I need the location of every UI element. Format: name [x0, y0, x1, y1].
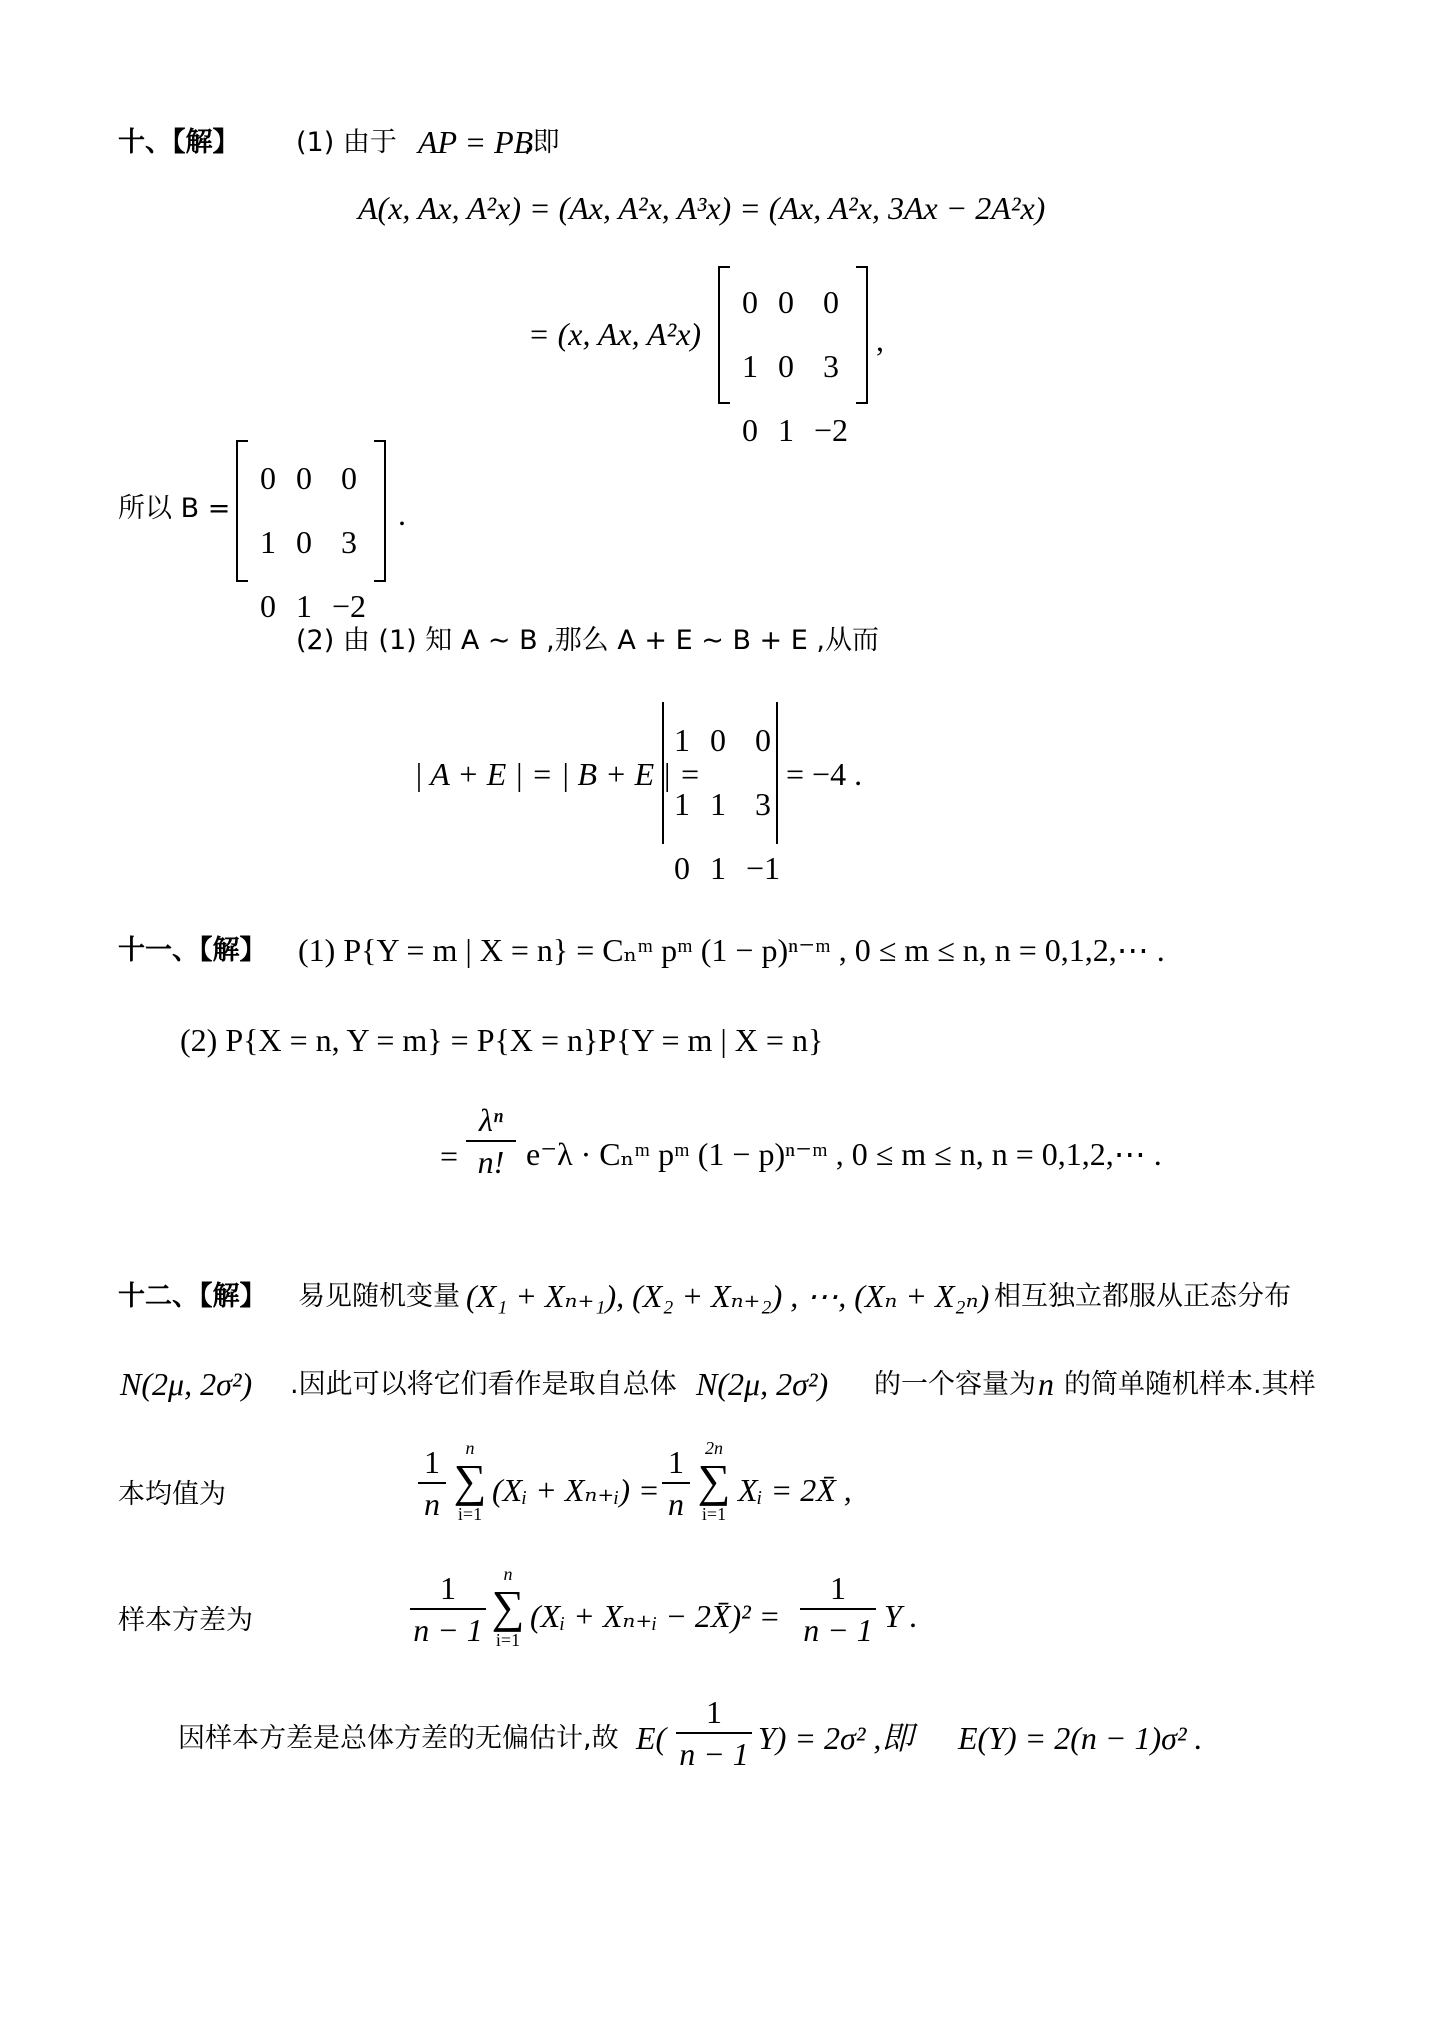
determinant-left: | A + E | = | B + E | =: [414, 756, 701, 792]
mean-expression-2: Xᵢ = 2X̄ ,: [738, 1472, 852, 1508]
fraction-lambda-over-n-factorial: [466, 1100, 516, 1182]
section-12-line2-text1: .因此可以将它们看作是取自总体: [290, 1369, 677, 1400]
matrix-cell: 0: [755, 721, 772, 758]
fraction-numerator: 1: [676, 1692, 752, 1734]
sum-upper: n: [465, 1438, 475, 1458]
summation-2: [694, 1438, 734, 1524]
section-11-label: 十一、【解】: [118, 935, 267, 966]
section-10-part1-tail: ,即: [524, 127, 560, 158]
matrix-b-inline: [718, 266, 868, 448]
matrix-cell: 1: [710, 785, 726, 822]
section-12-line1-tail: 相互独立都服从正态分布: [994, 1281, 1291, 1312]
variance-tail: Y .: [884, 1598, 918, 1634]
fraction-denominator: n − 1: [803, 1612, 873, 1648]
matrix-cell: 0: [778, 347, 794, 384]
section-10-equation-ap-pb: AP = PB: [418, 124, 534, 160]
section-10-part2: (2) 由 (1) 知 A ∼ B ,那么 A + E ∼ B + E ,从而: [296, 625, 879, 656]
sum-lower: i=1: [457, 1504, 483, 1524]
section-12-line1-math: (X₁ + Xₙ₊₁), (X₂ + Xₙ₊₂) , ⋯, (Xₙ + X₂ₙ): [466, 1278, 990, 1314]
sum-upper: n: [503, 1564, 513, 1584]
sum-upper: 2n: [705, 1438, 723, 1458]
matrix-cell: 0: [742, 283, 758, 320]
matrix-cell: 0: [260, 587, 276, 624]
matrix-cell: 0: [778, 283, 794, 320]
matrix-cell: 1: [778, 411, 794, 448]
sum-lower: i=1: [701, 1504, 727, 1524]
matrix-cell: 0: [674, 849, 690, 886]
section-11-part2-rest: e⁻λ · Cₙᵐ pᵐ (1 − p)ⁿ⁻ᵐ , 0 ≤ m ≤ n, n = 0,1,2,⋯ .: [526, 1136, 1162, 1172]
section-12-line2-text2: 的一个容量为: [874, 1369, 1036, 1400]
section-12-label: 十二、【解】: [118, 1281, 267, 1312]
equation-line-2-tail: ,: [876, 322, 884, 358]
conclusion-text: 因样本方差是总体方差的无偏估计,故: [178, 1723, 619, 1754]
matrix-cell: 0: [296, 459, 312, 496]
fraction-denominator: n − 1: [679, 1736, 749, 1772]
sample-mean-label: 本均值为: [118, 1479, 226, 1510]
matrix-cell: −1: [746, 849, 781, 886]
sample-size-n: n: [1038, 1366, 1054, 1402]
section-11-part1: (1) P{Y = m | X = n} = Cₙᵐ pᵐ (1 − p)ⁿ⁻ᵐ , 0 ≤ m ≤ n, n = 0,1,2,⋯ .: [298, 932, 1165, 968]
conclusion-math-1: E(: [636, 1720, 667, 1756]
section-10-label: 十、【解】: [118, 127, 240, 158]
matrix-cell: 3: [823, 347, 840, 384]
matrix-cell: 0: [742, 411, 758, 448]
section-10-part1-intro: (1) 由于: [296, 127, 397, 158]
matrix-cell: 1: [710, 849, 726, 886]
summation-3: [488, 1564, 528, 1650]
matrix-cell: 0: [260, 459, 276, 496]
equation-line-2-left: = (x, Ax, A²x): [528, 316, 702, 352]
matrix-cell: 0: [296, 523, 312, 560]
determinant-matrix: [660, 702, 781, 886]
fraction-denominator: n: [424, 1486, 440, 1522]
matrix-cell: 1: [260, 523, 276, 560]
sample-variance-label: 样本方差为: [118, 1605, 253, 1636]
sigma-icon: ∑: [453, 1455, 487, 1506]
fraction-numerator: λⁿ: [466, 1100, 516, 1142]
matrix-cell: 0: [341, 459, 358, 496]
summation-1: [450, 1438, 490, 1524]
fraction-one-over-n: [418, 1442, 446, 1524]
mean-expression-1: (Xᵢ + Xₙ₊ᵢ) =: [492, 1472, 660, 1508]
fraction-one-over-n-minus-1: [800, 1568, 876, 1650]
matrix-cell: 0: [823, 283, 840, 320]
matrix-cell: 3: [755, 785, 772, 822]
section-11-eq-sign: =: [440, 1138, 459, 1174]
section-12-line1-text: 易见随机变量: [298, 1281, 460, 1312]
equation-line-1: A(x, Ax, A²x) = (Ax, A²x, A³x) = (Ax, A²x, 3Ax − 2A²x): [358, 190, 1046, 226]
determinant-result: = −4 .: [786, 756, 863, 792]
normal-dist-1: N(2μ, 2σ²): [120, 1366, 253, 1402]
matrix-cell: −2: [332, 587, 367, 624]
section-12-line2-text3: 的简单随机样本.其样: [1064, 1369, 1316, 1400]
matrix-cell: 3: [341, 523, 358, 560]
so-b-label: 所以 B =: [118, 493, 231, 524]
fraction-denominator: n!: [477, 1144, 505, 1180]
conclusion-math-2: Y) = 2σ² ,即: [758, 1720, 914, 1756]
fraction-numerator: 1: [662, 1442, 690, 1484]
fraction-one-over-n: [662, 1442, 690, 1524]
matrix-cell: 1: [674, 721, 690, 758]
fraction-numerator: 1: [800, 1568, 876, 1610]
fraction-numerator: 1: [418, 1442, 446, 1484]
fraction-denominator: n − 1: [413, 1612, 483, 1648]
fraction-numerator: 1: [410, 1568, 486, 1610]
sigma-icon: ∑: [491, 1581, 525, 1632]
sum-lower: i=1: [495, 1630, 521, 1650]
variance-expression: (Xᵢ + Xₙ₊ᵢ − 2X̄)² =: [530, 1598, 781, 1634]
so-b-tail: .: [398, 496, 406, 532]
normal-dist-2: N(2μ, 2σ²): [696, 1366, 829, 1402]
matrix-cell: −2: [814, 411, 849, 448]
matrix-cell: 1: [742, 347, 758, 384]
matrix-cell: 0: [710, 721, 726, 758]
matrix-cell: 1: [296, 587, 312, 624]
section-11-part2: (2) P{X = n, Y = m} = P{X = n}P{Y = m | X = n}: [180, 1022, 824, 1058]
fraction-one-over-n-minus-1: [676, 1692, 752, 1774]
sigma-icon: ∑: [697, 1455, 731, 1506]
conclusion-math-3: E(Y) = 2(n − 1)σ² .: [958, 1720, 1203, 1756]
matrix-cell: 1: [674, 785, 690, 822]
matrix-b: [236, 440, 386, 624]
fraction-denominator: n: [668, 1486, 684, 1522]
fraction-one-over-n-minus-1: [410, 1568, 486, 1650]
